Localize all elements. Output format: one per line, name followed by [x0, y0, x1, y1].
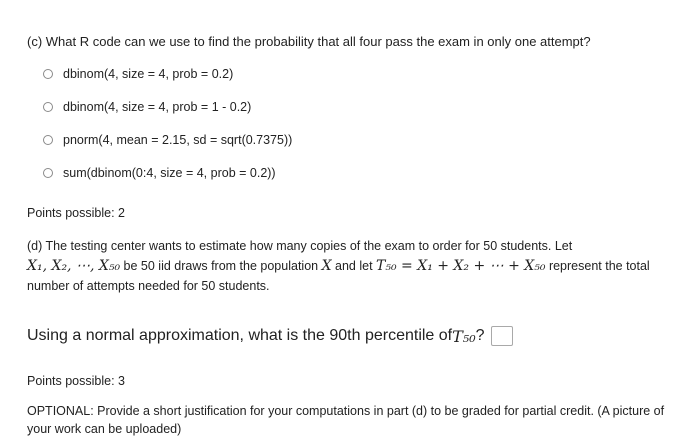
option-4[interactable]	[43, 165, 276, 181]
question-mark: ?	[475, 327, 485, 344]
option-1[interactable]	[43, 66, 233, 82]
option-label: sum(dbinom(0:4, size = 4, prob = 0.2))	[63, 166, 276, 180]
radio-button[interactable]	[43, 135, 53, 145]
t50-symbol: T₅₀	[452, 326, 476, 346]
text-fragment: represent the total	[545, 259, 650, 273]
part-d-line-1: (d) The testing center wants to estimate how many copies of the exam to order for 50 students. Let	[27, 239, 573, 253]
text-fragment: be 50 iid draws from the population	[120, 259, 322, 273]
radio-button[interactable]	[43, 102, 53, 112]
points-possible-d: Points possible: 3	[27, 374, 125, 388]
part-d-text	[27, 236, 687, 296]
points-possible-c: Points possible: 2	[27, 206, 125, 220]
option-label: pnorm(4, mean = 2.15, sd = sqrt(0.7375))	[63, 133, 293, 147]
variable-x: X	[321, 258, 332, 274]
sequence-expression: X₁, X₂, ⋯, X₅₀	[27, 258, 121, 274]
optional-text: OPTIONAL: Provide a short justification for your computations in part (d) to be graded for partial credit. (A picture of your work can be uploaded)	[27, 404, 665, 436]
option-2[interactable]	[43, 99, 251, 115]
question-text: Using a normal approximation, what is the 90th percentile of	[27, 327, 453, 344]
text-fragment: and let	[331, 259, 377, 273]
radio-button[interactable]	[43, 168, 53, 178]
option-label: dbinom(4, size = 4, prob = 0.2)	[63, 67, 234, 81]
answer-input[interactable]	[491, 326, 513, 346]
option-3[interactable]	[43, 132, 292, 148]
option-label: dbinom(4, size = 4, prob = 1 - 0.2)	[63, 100, 252, 114]
sum-expression: T₅₀ = X₁ + X₂ + ⋯ + X₅₀	[376, 258, 546, 274]
part-c-question: (c) What R code can we use to find the probability that all four pass the exam in only one attempt?	[27, 34, 591, 49]
part-d-line-2	[27, 256, 687, 276]
radio-button[interactable]	[43, 69, 53, 79]
part-d-question	[27, 326, 513, 346]
part-d-line-3: number of attempts needed for 50 students.	[27, 279, 270, 293]
